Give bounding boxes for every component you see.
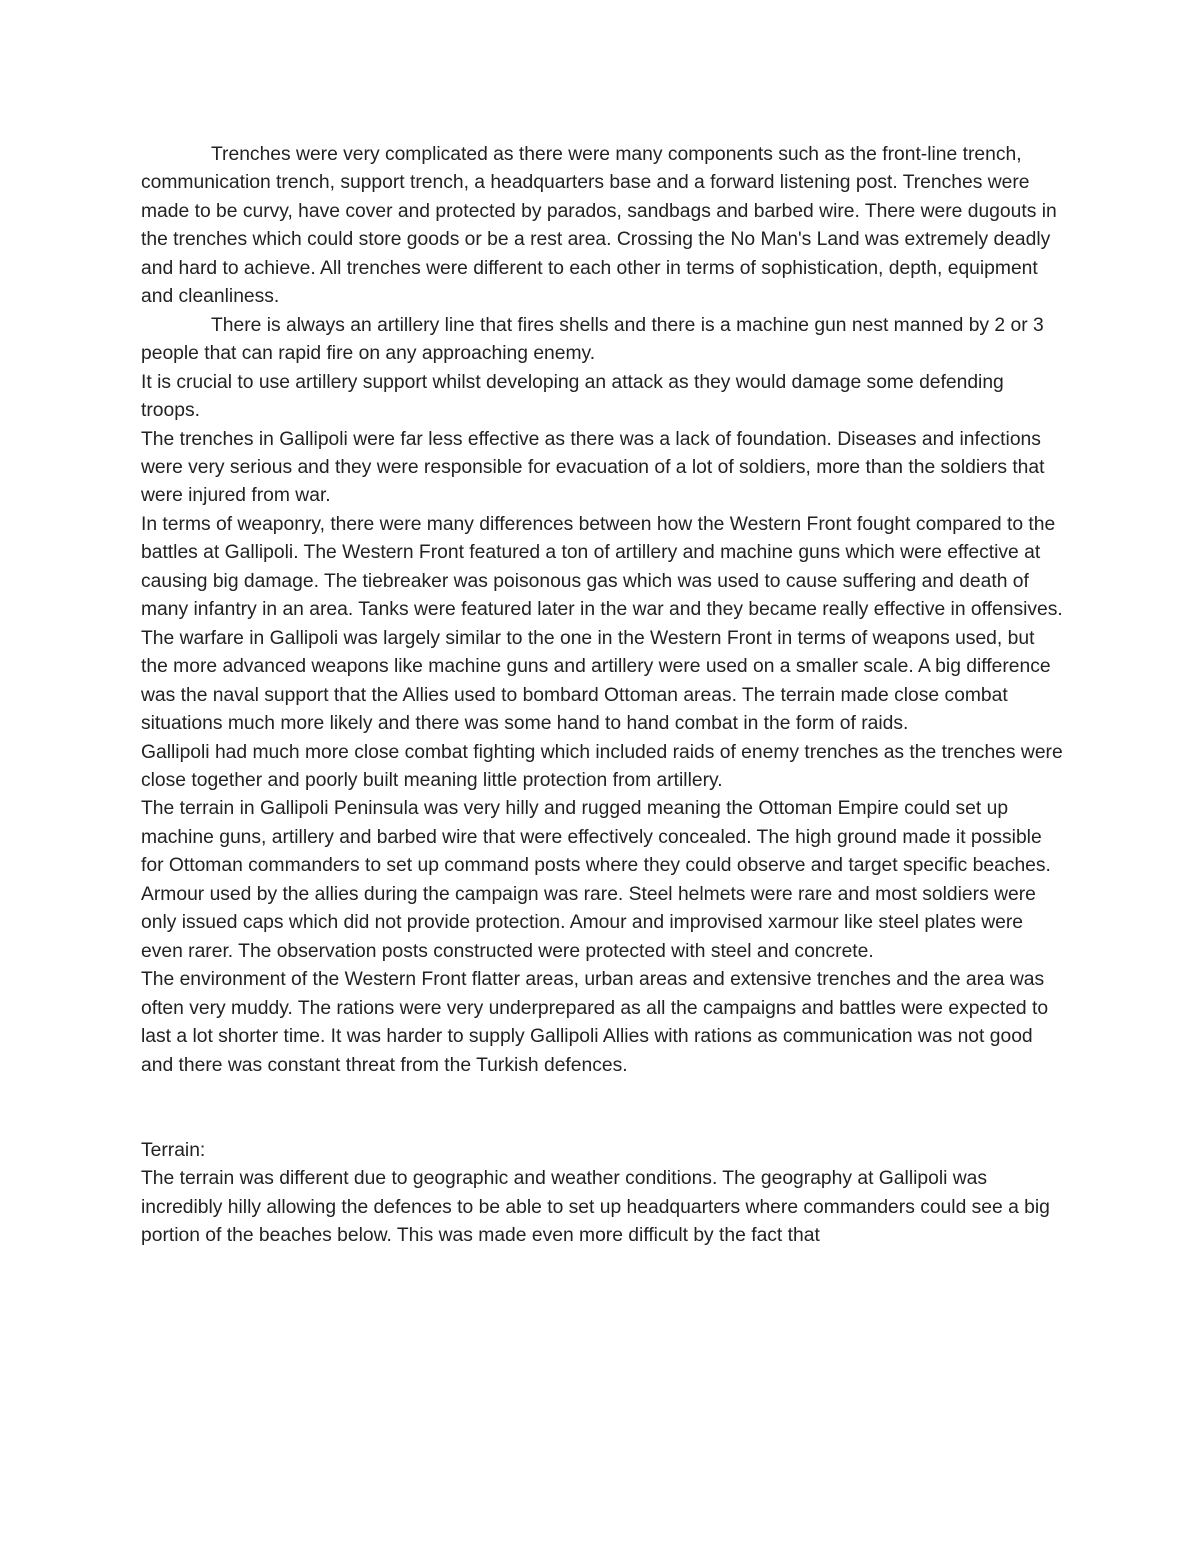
paragraph-gallipoli-warfare: The warfare in Gallipoli was largely similar to the one in the Western Front in terms of weapons used, but the more advanced weapons like machine guns and artillery were used on a smaller scale. A big difference was the naval support that the Allies used to bombard Ottoman areas. The terrain made close combat situations much more likely and there was some hand to hand combat in the form of raids. bbox=[141, 627, 1051, 735]
paragraph-artillery-support: It is crucial to use artillery support whilst developing an attack as they would damage some defending troops. bbox=[141, 371, 1004, 422]
paragraph-gallipoli-terrain: The terrain in Gallipoli Peninsula was very hilly and rugged meaning the Ottoman Empire could set up machine guns, artillery and barbed wire that were effectively concealed. The high ground made it possible for Ottoman commanders to set up command posts where they could observe and target specific beaches. bbox=[141, 798, 1051, 877]
paragraph-gallipoli-trenches: The trenches in Gallipoli were far less effective as there was a lack of foundation. Diseases and infections were very serious and they were responsible for evacuation of a lot of soldiers, more than the soldiers that were injured from war. bbox=[141, 428, 1045, 507]
paragraph-terrain: The terrain was different due to geographic and weather conditions. The geography at Gallipoli was incredibly hilly allowing the defences to be able to set up headquarters where commanders could see a big portion of the beaches below. This was made even more difficult by the fact that bbox=[141, 1168, 1050, 1247]
paragraph-armour: Armour used by the allies during the campaign was rare. Steel helmets were rare and most soldiers were only issued caps which did not provide protection. Amour and improvised xarmour like steel plates were even rarer. The observation posts constructed were protected with steel and concrete. bbox=[141, 883, 1036, 962]
paragraph-artillery-line: There is always an artillery line that fires shells and there is a machine gun nest manned by 2 or 3 people that can rapid fire on any approaching enemy. bbox=[141, 314, 1044, 365]
terrain-heading: Terrain: bbox=[141, 1139, 206, 1161]
blank-lines bbox=[141, 1080, 1063, 1137]
paragraph-close-combat: Gallipoli had much more close combat fighting which included raids of enemy trenches as the trenches were close together and poorly built meaning little protection from artillery. bbox=[141, 741, 1063, 791]
paragraph-trenches-overview: Trenches were very complicated as there were many components such as the front-line trench, communication trench, support trench, a headquarters base and a forward listening post. Trenches were made to be curvy, have cover and protected by parados, sandbags and barbed wire. There were dugouts in the trenches which could store goods or be a rest area. Crossing the No Man's Land was extremely deadly and hard to achieve. All trenches were different to each other in terms of sophistication, depth, equipment and cleanliness. bbox=[141, 144, 1057, 308]
document-body bbox=[141, 141, 1063, 1251]
paragraph-environment: The environment of the Western Front flatter areas, urban areas and extensive trenches and the area was often very muddy. The rations were very underprepared as all the campaigns and battles were expected to last a lot shorter time. It was harder to supply Gallipoli Allies with rations as communication was not good and there was constant threat from the Turkish defences. bbox=[141, 969, 1049, 1076]
paragraph-weaponry: In terms of weaponry, there were many differences between how the Western Front fought compared to the battles at Gallipoli. The Western Front featured a ton of artillery and machine guns which were effective at causing big damage. The tiebreaker was poisonous gas which was used to cause suffering and death of many infantry in an area. Tanks were featured later in the war and they became really effective in offensives. bbox=[141, 513, 1063, 621]
